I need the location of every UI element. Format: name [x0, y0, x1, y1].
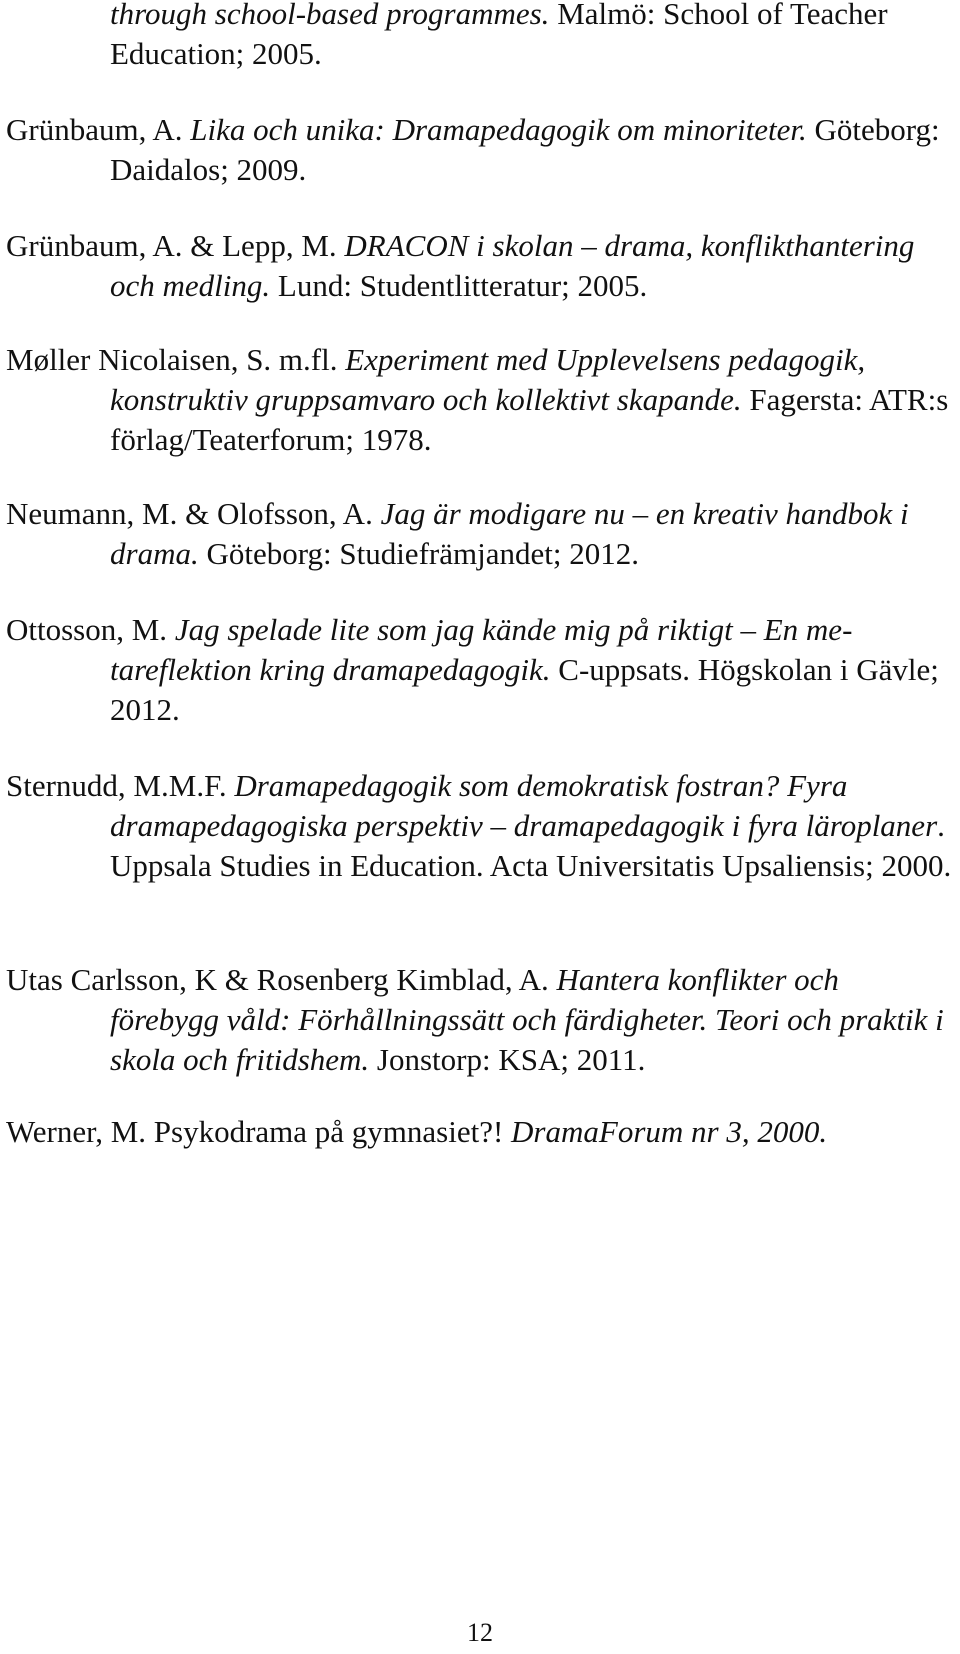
reference-author: Neumann, M. & Olofsson, A.	[6, 496, 381, 531]
reference-entry	[6, 1112, 954, 1152]
reference-publisher: Jonstorp: KSA; 2011.	[369, 1042, 646, 1077]
reference-entry	[6, 110, 954, 190]
reference-title: Lika och unika: Dramapedagogik om minoriteter.	[190, 112, 807, 147]
reference-publisher: Lund: Studentlitteratur; 2005.	[270, 268, 648, 303]
reference-title: through school-based programmes.	[110, 0, 550, 31]
reference-publisher: . Uppsala Studies in Education. Acta Universitatis Upsaliensis; 2000.	[110, 808, 952, 883]
reference-title: Jag spelade lite som jag kände mig på riktigt – En metareflektion kring dramapedagogik.	[110, 612, 853, 687]
reference-title: DRACON i skolan – drama, konflikthantering och medling.	[110, 228, 915, 303]
reference-entry	[6, 340, 954, 460]
reference-entry	[6, 226, 954, 306]
page-number: 12	[467, 1618, 493, 1647]
reference-author: Grünbaum, A.	[6, 112, 191, 147]
reference-title: Hantera konflikter och förebygg våld: Förhållningssätt och färdigheter. Teori och praktik i skola och fritidshem.	[110, 962, 944, 1077]
reference-publisher: C-uppsats. Högskolan i Gävle; 2012.	[110, 652, 939, 727]
reference-title: Experiment med Upplevelsens pedagogik, konstruktiv gruppsamvaro och kollektivt skapande.	[110, 342, 866, 417]
reference-author: Grünbaum, A. & Lepp, M.	[6, 228, 345, 263]
reference-title: DramaForum nr 3, 2000.	[511, 1114, 828, 1149]
reference-title: Dramapedagogik som demokratisk fostran? Fyra dramapedagogiska perspektiv – dramapedagogik i fyra läroplaner	[110, 768, 938, 843]
reference-publisher: Göteborg: Daidalos; 2009.	[110, 112, 940, 187]
reference-title: Jag är modigare nu – en kreativ handbok i drama.	[110, 496, 909, 571]
reference-entry	[6, 610, 954, 730]
reference-publisher: Fagersta: ATR:s förlag/Teaterforum; 1978.	[110, 382, 949, 457]
reference-author: Sternudd, M.M.F.	[6, 768, 235, 803]
reference-publisher: Malmö: School of Teacher Education; 2005.	[110, 0, 888, 71]
reference-author: Werner, M. Psykodrama på gymnasiet?!	[6, 1114, 512, 1149]
reference-author: Møller Nicolaisen, S. m.fl.	[6, 342, 346, 377]
reference-author: Utas Carlsson, K & Rosenberg Kimblad, A.	[6, 962, 557, 997]
reference-entry	[6, 766, 954, 886]
reference-author: Ottosson, M.	[6, 612, 175, 647]
reference-entry	[6, 960, 954, 1080]
reference-entry	[6, 0, 954, 74]
reference-entry	[6, 494, 954, 574]
reference-publisher: Göteborg: Studiefrämjandet; 2012.	[198, 536, 639, 571]
